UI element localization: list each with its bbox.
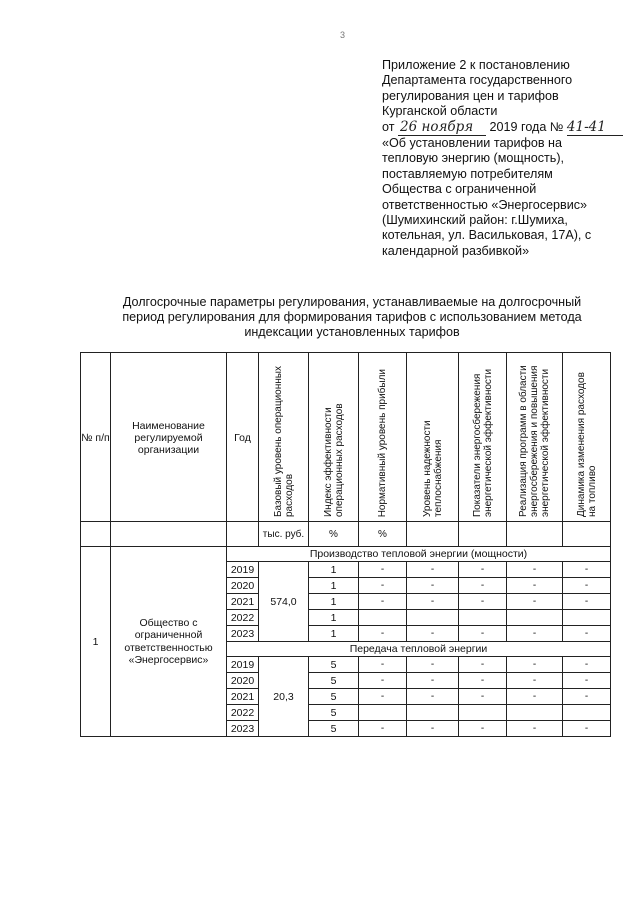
fuel-cell: - <box>563 673 611 689</box>
title-line: индексации установленных тарифов <box>244 325 460 339</box>
profit-cell: - <box>359 626 407 642</box>
fuel-cell: - <box>563 657 611 673</box>
appendix-line: календарной разбивкой» <box>382 243 530 258</box>
reliability-cell: - <box>407 657 459 673</box>
programs-cell <box>507 705 563 721</box>
energy-cell <box>459 705 507 721</box>
energy-cell: - <box>459 626 507 642</box>
title-line: период регулирования для формирования тарифов с использованием метода <box>122 310 582 324</box>
header-programs <box>507 353 563 522</box>
header-reliability-text: Уровень надежности теплоснабжения <box>421 420 444 517</box>
reliability-cell: - <box>407 673 459 689</box>
appendix-line: Приложение 2 к постановлению <box>382 58 570 72</box>
header-row <box>81 353 611 522</box>
profit-cell: - <box>359 673 407 689</box>
header-energy-text: Показатели энергосбережения энергетической эффективности <box>471 368 494 517</box>
reliability-cell <box>407 610 459 626</box>
eff-cell: 1 <box>309 626 359 642</box>
eff-cell: 1 <box>309 578 359 594</box>
reliability-cell <box>407 705 459 721</box>
base-value: 20,3 <box>259 657 309 737</box>
appendix-block <box>382 58 632 259</box>
fuel-cell <box>563 610 611 626</box>
header-num: № п/п <box>81 353 111 522</box>
eff-cell: 5 <box>309 657 359 673</box>
header-fuel <box>563 353 611 522</box>
unit-base: тыс. руб. <box>259 522 309 547</box>
units-row <box>81 522 611 547</box>
programs-cell: - <box>507 594 563 610</box>
appendix-line: Курганской области <box>382 104 498 119</box>
fuel-cell: - <box>563 626 611 642</box>
unit-cell <box>407 522 459 547</box>
reliability-cell: - <box>407 578 459 594</box>
section-title: Производство тепловой энергии (мощности) <box>227 547 611 562</box>
header-profit <box>359 353 407 522</box>
appendix-line: (Шумихинский район: г.Шумиха, <box>382 213 568 228</box>
year-cell: 2022 <box>227 610 259 626</box>
programs-cell: - <box>507 673 563 689</box>
year-cell: 2020 <box>227 578 259 594</box>
profit-cell <box>359 610 407 626</box>
header-fuel-text: Динамика изменения расходов на топливо <box>575 372 598 517</box>
appendix-line: «Об установлении тарифов на <box>382 136 563 151</box>
eff-cell: 1 <box>309 610 359 626</box>
reliability-cell: - <box>407 626 459 642</box>
eff-cell: 5 <box>309 705 359 721</box>
year-cell: 2021 <box>227 594 259 610</box>
profit-cell <box>359 705 407 721</box>
section-title: Передача тепловой энергии <box>227 642 611 657</box>
unit-cell <box>459 522 507 547</box>
parameters-table <box>80 352 611 737</box>
appendix-line: регулирования цен и тарифов <box>382 88 559 103</box>
year-cell: 2021 <box>227 689 259 705</box>
section-header-row <box>81 547 611 562</box>
appendix-date-line <box>382 120 632 136</box>
energy-cell: - <box>459 689 507 705</box>
header-org: Наименование регулируемой организации <box>111 353 227 522</box>
fuel-cell <box>563 705 611 721</box>
year-cell: 2023 <box>227 626 259 642</box>
header-reliability <box>407 353 459 522</box>
appendix-line: Департамента государственного <box>382 73 573 88</box>
header-eff <box>309 353 359 522</box>
programs-cell: - <box>507 562 563 578</box>
profit-cell: - <box>359 562 407 578</box>
programs-cell: - <box>507 626 563 642</box>
reliability-cell: - <box>407 721 459 737</box>
unit-cell <box>227 522 259 547</box>
unit-profit: % <box>359 522 407 547</box>
year-cell: 2019 <box>227 657 259 673</box>
profit-cell: - <box>359 578 407 594</box>
title-line: Долгосрочные параметры регулирования, устанавливаемые на долгосрочный <box>122 295 582 309</box>
page-mark: 3 <box>340 30 346 40</box>
eff-cell: 1 <box>309 562 359 578</box>
reliability-cell: - <box>407 689 459 705</box>
appendix-line: ответственностью «Энергосервис» <box>382 197 588 212</box>
unit-cell <box>563 522 611 547</box>
appendix-line: поставляемую потребителям <box>382 166 553 181</box>
year-cell: 2020 <box>227 673 259 689</box>
eff-cell: 5 <box>309 689 359 705</box>
programs-cell: - <box>507 689 563 705</box>
unit-eff: % <box>309 522 359 547</box>
date-prefix: от <box>382 119 395 134</box>
energy-cell: - <box>459 657 507 673</box>
reliability-cell: - <box>407 562 459 578</box>
energy-cell: - <box>459 673 507 689</box>
header-eff-text: Индекс эффективности операционных расходов <box>322 403 345 517</box>
year-text: 2019 года № <box>489 119 564 134</box>
eff-cell: 5 <box>309 673 359 689</box>
year-cell: 2023 <box>227 721 259 737</box>
profit-cell: - <box>359 721 407 737</box>
eff-cell: 5 <box>309 721 359 737</box>
energy-cell: - <box>459 578 507 594</box>
energy-cell <box>459 610 507 626</box>
base-value: 574,0 <box>259 562 309 642</box>
header-programs-text: Реализация программ в области энергосбережения и повышения энергетической эффективности <box>518 365 551 517</box>
unit-cell <box>507 522 563 547</box>
profit-cell: - <box>359 689 407 705</box>
energy-cell: - <box>459 594 507 610</box>
energy-cell: - <box>459 721 507 737</box>
energy-cell: - <box>459 562 507 578</box>
programs-cell <box>507 610 563 626</box>
row-number: 1 <box>81 547 111 737</box>
handwritten-number: 41-41 <box>567 120 623 136</box>
reliability-cell: - <box>407 594 459 610</box>
programs-cell: - <box>507 721 563 737</box>
header-profit-text: Нормативный уровень прибыли <box>377 368 388 517</box>
year-cell: 2019 <box>227 562 259 578</box>
fuel-cell: - <box>563 721 611 737</box>
fuel-cell: - <box>563 594 611 610</box>
handwritten-date: 26 ноября <box>398 120 486 136</box>
programs-cell: - <box>507 578 563 594</box>
unit-cell <box>81 522 111 547</box>
organization-name: Общество с ограниченной ответственностью «Энергосервис» <box>111 547 227 737</box>
profit-cell: - <box>359 657 407 673</box>
profit-cell: - <box>359 594 407 610</box>
year-cell: 2022 <box>227 705 259 721</box>
header-base-text: Базовый уровень операционных расходов <box>272 366 295 517</box>
header-energy <box>459 353 507 522</box>
header-base <box>259 353 309 522</box>
eff-cell: 1 <box>309 594 359 610</box>
fuel-cell: - <box>563 562 611 578</box>
appendix-line: Общества с ограниченной <box>382 182 537 197</box>
appendix-line: тепловую энергию (мощность), <box>382 151 565 166</box>
header-year: Год <box>227 353 259 522</box>
fuel-cell: - <box>563 689 611 705</box>
programs-cell: - <box>507 657 563 673</box>
appendix-line: котельная, ул. Васильковая, 17А), с <box>382 228 592 243</box>
unit-cell <box>111 522 227 547</box>
document-title <box>92 295 612 340</box>
fuel-cell: - <box>563 578 611 594</box>
